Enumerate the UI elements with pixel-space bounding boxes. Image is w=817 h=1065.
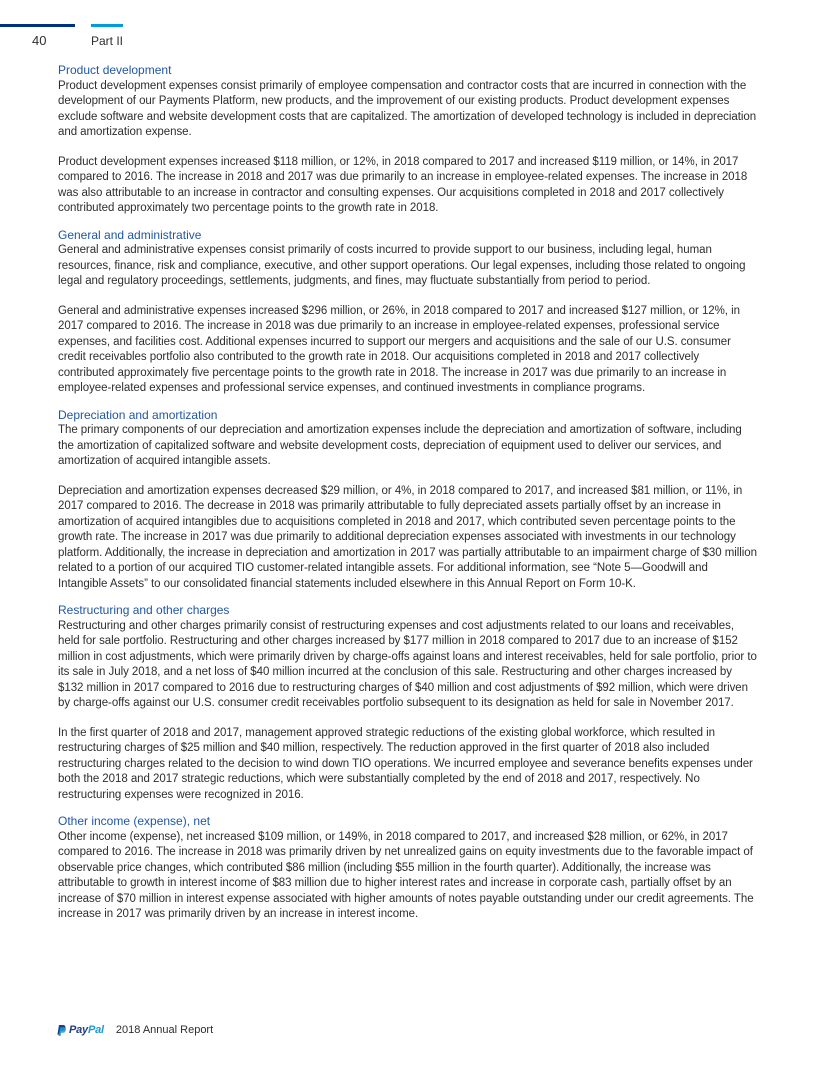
paragraph: Depreciation and amortization expenses decreased $29 million, or 4%, in 2018 compared to 2017, and increased $81 million, or 11%, in 2017 compared to 2016. The decrease in 2018 was primarily attributable to fully depreciated assets partially offset by an increase in amortization of acquired intangibles due to acquisitions completed in 2018 and 2017, which contributed seven percentage points to the growth rate. The increase in 2017 was due primarily to additional depreciation expenses associated with investments in our technology platform. Additionally, the increase in depreciation and amortization in 2017 was partially attributable to an impairment charge of $30 million related to a portion of our acquired TIO customer-related intangible assets. For additional information, see “Note 5—Goodwill and Intangible Assets” to our consolidated financial statements included elsewhere in this Annual Report on Form 10-K. [58,484,758,590]
paragraph: General and administrative expenses consist primarily of costs incurred to provide support to our business, including legal, human resources, finance, risk and compliance, executive, and other support operations. Our legal expenses, including those related to ongoing legal and regulatory proceedings, settlements, judgments, and fines, may fluctuate substantially from period to period. [58,244,746,287]
paypal-logo-icon [57,1025,66,1036]
page-number: 40 [32,33,47,48]
report-label: 2018 Annual Report [115,1024,214,1036]
section-restructuring [58,603,758,803]
section-product-development [58,63,758,217]
header-rule-left [0,24,75,27]
section-other-income [58,814,758,923]
section-depreciation-amortization [58,408,758,593]
paypal-wordmark-pay: Pay [69,1024,88,1036]
document-body [58,63,758,934]
section-heading: Other income (expense), net [58,814,211,828]
paragraph: Restructuring and other charges primarily consist of restructuring expenses and cost adjustments related to our loans and receivables, held for sale portfolio. Restructuring and other charges increased by $177 million in 2018 compared to 2017 due to an increase of $152 million in cost adjustments, which were primarily driven by charge-offs against loans and interest receivables, held for sale portfolio, prior to its sale in July 2018, and a net loss of $40 million incurred at the conclusion of this sale. Restructuring and other charges increased by $132 million in 2017 compared to 2016 due to restructuring charges of $40 million and cost adjustments of $92 million, which were driven by charge-offs against our U.S. consumer credit receivables portfolio subsequent to its designation as held for sale in November 2017. [58,619,757,709]
section-heading: General and administrative [58,227,202,242]
paragraph: In the first quarter of 2018 and 2017, management approved strategic reductions of the existing global workforce, which resulted in restructuring charges of $25 million and $40 million, respectively. The reduction approved in the first quarter of 2018 also included restructuring charges related to the decision to wind down TIO operations. We incurred employee and severance benefits expenses under both the 2018 and 2017 strategic reductions, which were substantially completed by the end of 2018 and 2017, respectively. No restructuring expenses were recognized in 2016. [58,726,753,801]
paragraph: Product development expenses consist primarily of employee compensation and contractor costs that are incurred in connection with the development of our Payments Platform, new products, and the improvement of our existing products. Product development expenses exclude software and website development costs that are capitalized. The amortization of developed technology is included in depreciation and amortization expense. [58,79,757,138]
section-heading: Depreciation and amortization [58,407,218,422]
paragraph: Product development expenses increased $118 million, or 12%, in 2018 compared to 2017 and increased $119 million, or 14%, in 2017 compared to 2016. The increase in 2018 and 2017 was due primarily to an increase in employee-related expenses. The increase in 2018 was also attributable to an increase in contractor and consulting expenses. Our acquisitions completed in 2018 and 2017 collectively contributed approximately two percentage points to the growth rate in 2018. [58,155,748,214]
paragraph: General and administrative expenses increased $296 million, or 26%, in 2018 compared to 2017 and increased $127 million, or 12%, in 2017 compared to 2016. The increase in 2018 was due primarily to an increase in employee-related expenses, professional service expenses, and facilities cost. Additional expenses incurred to support our mergers and acquisitions and the sale of our U.S. consumer credit receivables portfolio also contributed to the growth rate in 2018. Our acquisitions completed in 2018 and 2017 collectively contributed approximately five percentage points to the growth rate in 2018. The increase in 2017 was due primarily to an increase in employee-related expenses and professional service expenses, and continued investments in compliance programs. [58,304,740,394]
page-footer [57,1024,213,1036]
header-rule-right [91,24,123,27]
paragraph: Other income (expense), net increased $109 million, or 149%, in 2018 compared to 2017, and increased $28 million, or 62%, in 2017 compared to 2016. The increase in 2018 was primarily driven by net unrealized gains on equity investments due to the favorable impact of observable price changes, which contributed $86 million (including $55 million in the fourth quarter). Additionally, the increase was attributable to growth in interest income of $83 million due to higher interest rates and increase in corporate cash, partially offset by an increase of $70 million in interest expense associated with higher amounts of notes payable outstanding under our credit agreements. The increase in 2017 was primarily driven by an increase in interest income. [58,830,754,920]
section-heading: Product development [58,63,172,77]
paypal-logo [57,1024,104,1036]
paypal-wordmark-pal: Pal [87,1024,104,1036]
paypal-wordmark [69,1024,104,1036]
section-general-administrative [58,228,758,397]
part-label: Part II [91,34,124,48]
section-heading: Restructuring and other charges [58,603,230,617]
paragraph: The primary components of our depreciation and amortization expenses include the depreciation and amortization of software, including the amortization of capitalized software and website development costs, depreciation of equipment used to deliver our services, and amortization of acquired intangible assets. [58,424,742,467]
